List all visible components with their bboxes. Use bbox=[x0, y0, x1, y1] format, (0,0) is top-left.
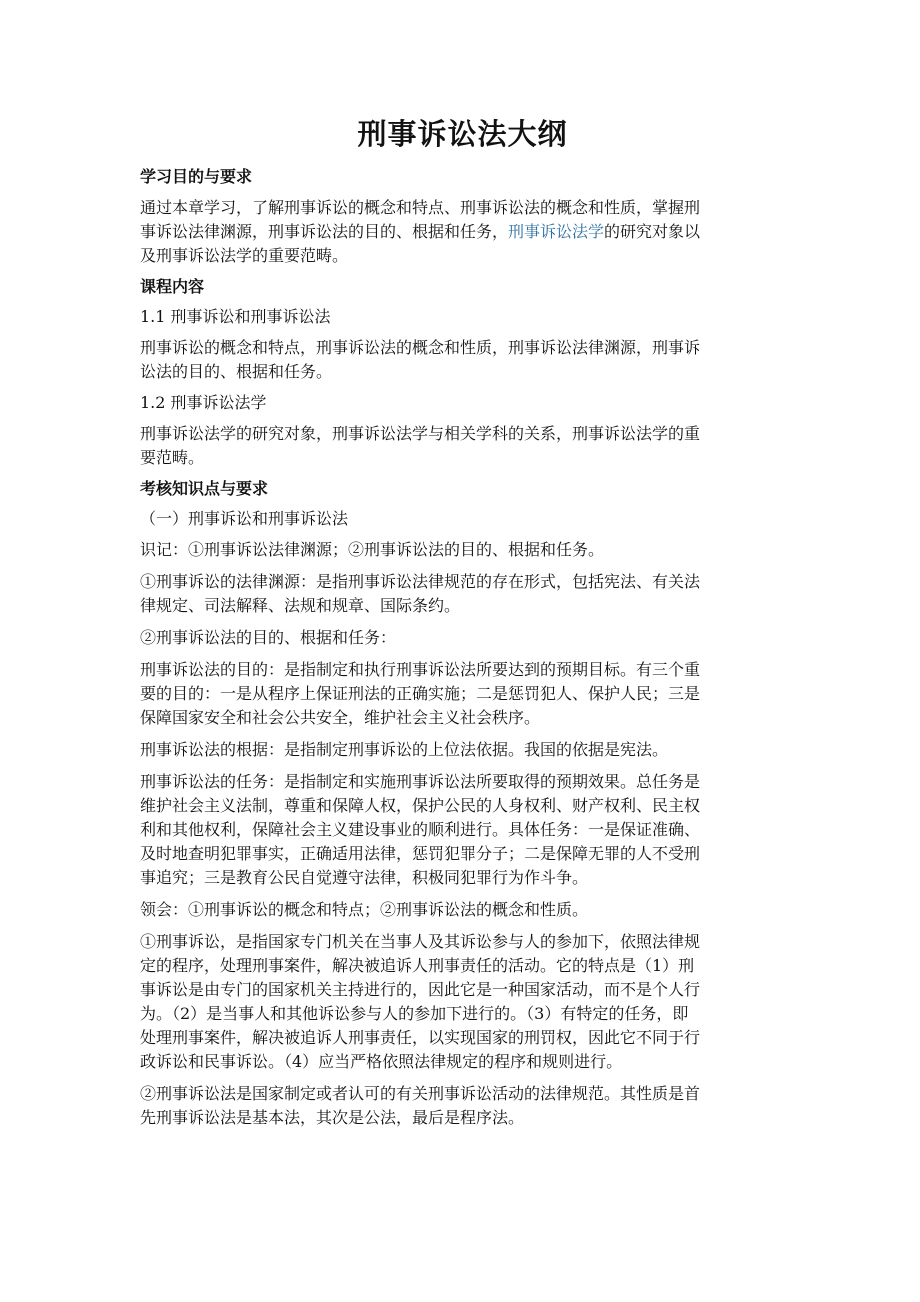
goals-text-start: 通过本章学习，了解刑事诉讼的概念和特点、刑事诉讼法的概念和性质，掌握刑 事诉讼法律渊源，刑事诉讼法的目的、根据和任务， bbox=[140, 198, 701, 241]
subsection-1-1: 1.1 刑事诉讼和刑事诉讼法 bbox=[140, 307, 331, 326]
understand-line: 领会：①刑事诉讼的概念和特点；②刑事诉讼法的概念和性质。 bbox=[140, 900, 589, 919]
criminal-procedure-law-link[interactable]: 刑事诉讼法学 bbox=[508, 222, 605, 241]
goals-paragraph bbox=[140, 196, 785, 268]
section-heading-assessment: 考核知识点与要求 bbox=[140, 479, 269, 498]
document-title: 刑事诉讼法大纲 bbox=[357, 117, 568, 151]
section-heading-goals: 学习目的与要求 bbox=[140, 167, 253, 186]
criminal-procedure-law-nature-paragraph: ②刑事诉讼法是国家制定或者认可的有关刑事诉讼活动的法律规范。其性质是首 先刑事诉讼法是基本法，其次是公法，最后是程序法。 bbox=[140, 1084, 701, 1127]
criminal-procedure-concept-paragraph: ①刑事诉讼，是指国家专门机关在当事人及其诉讼参与人的参加下，依照法律规 定的程序，处理刑事案件，解决被追诉人刑事责任的活动。它的特点是（1）刑 事诉讼是由专门的国家机关主持进行的，因此它是一种国家活动，而不是个人行 为。（2）是当事人和其他诉讼参与人的参加下进行的。（3）有特定的任务，即 处理刑事案件，解决被追诉人刑事责任，以实现国家的刑罚权，因此它不同于行 政诉讼和民事诉讼。（4）应当严格依照法律规定的程序和规则进行。 bbox=[140, 932, 701, 1071]
section-heading-content: 课程内容 bbox=[140, 277, 205, 296]
tasks-paragraph: 刑事诉讼法的任务：是指制定和实施刑事诉讼法所要取得的预期效果。总任务是 维护社会主义法制，尊重和保障人权，保护公民的人身权利、财产权利、民主权 利和其他权利，保障社会主义建设事业的顺利进行。具体任务：一是保证准确、 及时地查明犯罪事实，正确适用法律，惩罚犯罪分子；二是保障无罪的人不受刑 事追究；三是教育公民自觉遵守法律，积极同犯罪行为作斗争。 bbox=[140, 772, 701, 887]
purpose-basis-tasks-heading: ②刑事诉讼法的目的、根据和任务： bbox=[140, 628, 397, 647]
legal-sources-paragraph: ①刑事诉讼的法律渊源：是指刑事诉讼法律规范的存在形式，包括宪法、有关法 律规定、司法解释、法规和规章、国际条约。 bbox=[140, 572, 701, 615]
subsection-1-1-text: 刑事诉讼的概念和特点，刑事诉讼法的概念和性质，刑事诉讼法律渊源，刑事诉 讼法的目的、根据和任务。 bbox=[140, 338, 701, 381]
subsection-1-2: 1.2 刑事诉讼法学 bbox=[140, 393, 267, 412]
goals-text-end: 的研究对象以 及刑事诉讼法学的重要范畴。 bbox=[140, 222, 701, 265]
memorize-line: 识记：①刑事诉讼法律渊源；②刑事诉讼法的目的、根据和任务。 bbox=[140, 540, 605, 559]
basis-paragraph: 刑事诉讼法的根据：是指制定刑事诉讼的上位法依据。我国的依据是宪法。 bbox=[140, 740, 669, 759]
assessment-part-1: （一）刑事诉讼和刑事诉讼法 bbox=[140, 509, 349, 528]
subsection-1-2-text: 刑事诉讼法学的研究对象，刑事诉讼法学与相关学科的关系，刑事诉讼法学的重 要范畴。 bbox=[140, 424, 701, 467]
document-page bbox=[140, 112, 785, 1138]
purpose-paragraph: 刑事诉讼法的目的：是指制定和执行刑事诉讼法所要达到的预期目标。有三个重 要的目的：一是从程序上保证刑法的正确实施；二是惩罚犯人、保护人民；三是 保障国家安全和社会公共安全，维护社会主义社会秩序。 bbox=[140, 660, 701, 727]
